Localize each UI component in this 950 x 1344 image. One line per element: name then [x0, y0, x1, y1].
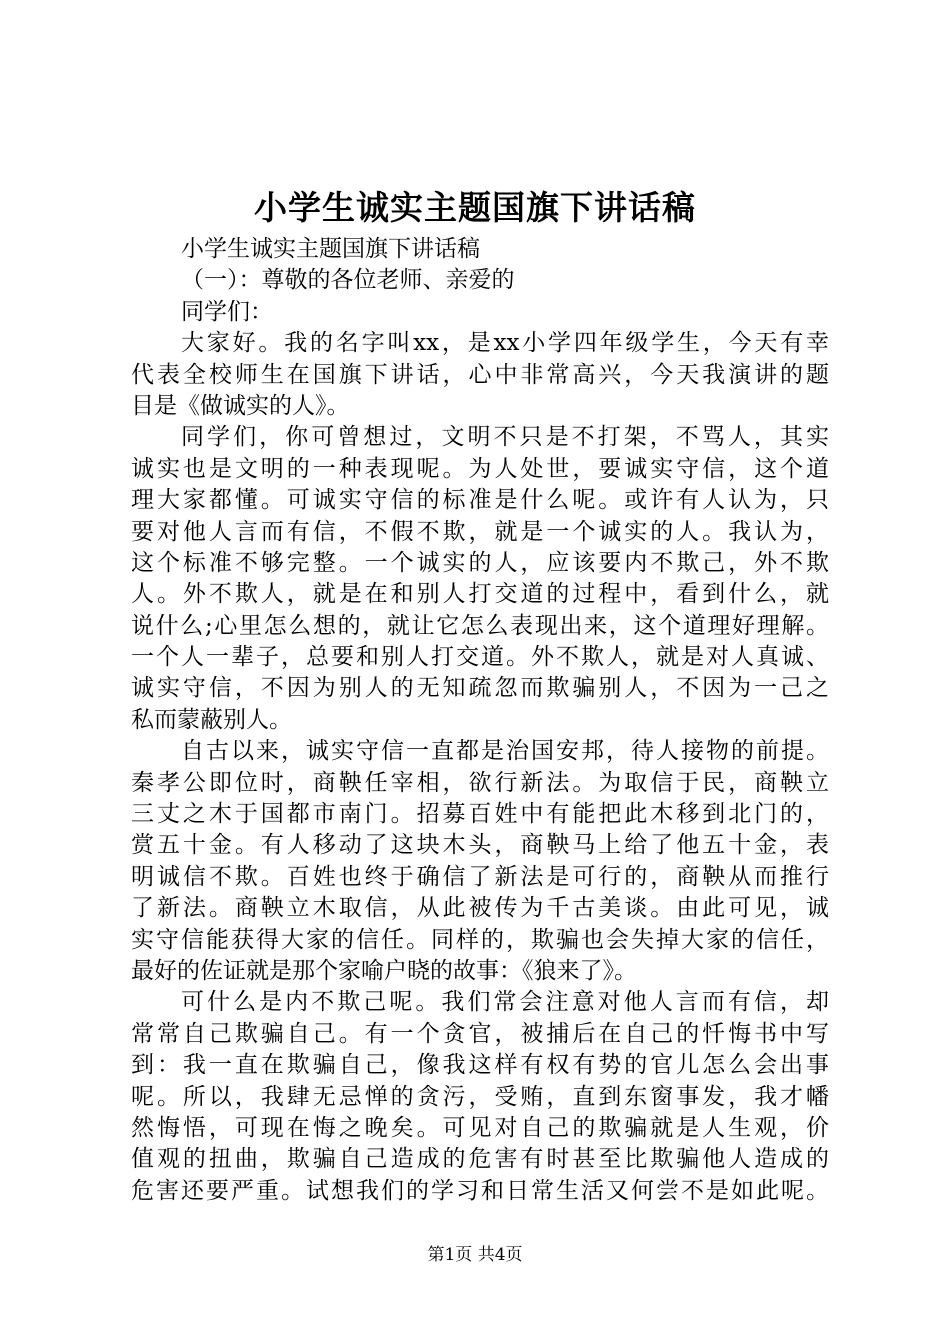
text-line: 要对他人言而有信，不假不欺，就是一个诚实的人。我认为， — [131, 518, 829, 545]
text-line: 到：我一直在欺骗自己，像我这样有权有势的官儿怎么会出事 — [131, 1052, 829, 1079]
text-line: 这个标准不够完整。一个诚实的人，应该要内不欺己，外不欺 — [131, 549, 829, 576]
text-line: 私而蒙蔽别人。 — [131, 706, 292, 733]
text-line: 理大家都懂。可诚实守信的标准是什么呢。或许有人认为，只 — [131, 487, 829, 514]
text-line: 诚实也是文明的一种表现呢。为人处世，要诚实守信，这个道 — [131, 455, 829, 482]
text-line: 人。外不欺人，就是在和别人打交道的过程中，看到什么，就 — [131, 581, 829, 608]
text-line: （一）：尊敬的各位老师、亲爱的 — [181, 267, 515, 294]
text-line: 大家好。我的名字叫xx，是xx小学四年级学生，今天有幸 — [181, 330, 829, 357]
document-body — [131, 234, 829, 1207]
text-line: 呢。所以，我肆无忌惮的贪污，受贿，直到东窗事发，我才幡 — [131, 1083, 829, 1110]
text-line: 可什么是内不欺己呢。我们常会注意对他人言而有信，却 — [181, 989, 829, 1016]
document-title: 小学生诚实主题国旗下讲话稿 — [254, 188, 696, 227]
text-line: 小学生诚实主题国旗下讲话稿 — [181, 236, 480, 262]
text-line: 最好的佐证就是那个家喻户晓的故事：《狼来了》。 — [131, 957, 637, 984]
text-line: 三丈之木于国都市南门。招募百姓中有能把此木移到北门的， — [131, 801, 829, 828]
text-line: 然悔悟，可现在悔之晚矣。可见对自己的欺骗就是人生观，价 — [131, 1114, 829, 1141]
text-line: 代表全校师生在国旗下讲话，心中非常高兴，今天我演讲的题 — [131, 361, 829, 388]
text-line: 实守信能获得大家的信任。同样的，欺骗也会失掉大家的信任， — [131, 926, 829, 953]
text-line: 诚实守信，不因为别人的无知疏忽而欺骗别人，不因为一己之 — [131, 675, 829, 702]
text-line: 同学们，你可曾想过，文明不只是不打架，不骂人，其实 — [181, 424, 829, 451]
text-line: 值观的扭曲，欺骗自己造成的危害有时甚至比欺骗他人造成的 — [131, 1146, 829, 1173]
text-line: 常常自己欺骗自己。有一个贪官，被捕后在自己的忏悔书中写 — [131, 1020, 829, 1047]
text-line: 自古以来，诚实守信一直都是治国安邦，待人接物的前提。 — [181, 738, 829, 765]
text-line: 明诚信不欺。百姓也终于确信了新法是可行的，商鞅从而推行 — [131, 863, 829, 890]
page-footer: 第1页 共4页 — [427, 1245, 523, 1265]
text-line: 危害还要严重。试想我们的学习和日常生活又何尝不是如此呢。 — [131, 1177, 829, 1204]
text-line: 目是《做诚实的人》。 — [131, 392, 350, 419]
text-line: 了新法。商鞅立木取信，从此被传为千古美谈。由此可见，诚 — [131, 895, 829, 922]
text-line: 赏五十金。有人移动了这块木头，商鞅马上给了他五十金，表 — [131, 832, 829, 859]
text-line: 同学们： — [181, 298, 273, 325]
text-line: 一个人一辈子，总要和别人打交道。外不欺人，就是对人真诚、 — [131, 644, 829, 671]
text-line: 说什么;心里怎么想的，就让它怎么表现出来，这个道理好理解。 — [131, 612, 829, 639]
text-line: 秦孝公即位时，商鞅任宰相，欲行新法。为取信于民，商鞅立 — [131, 769, 829, 796]
